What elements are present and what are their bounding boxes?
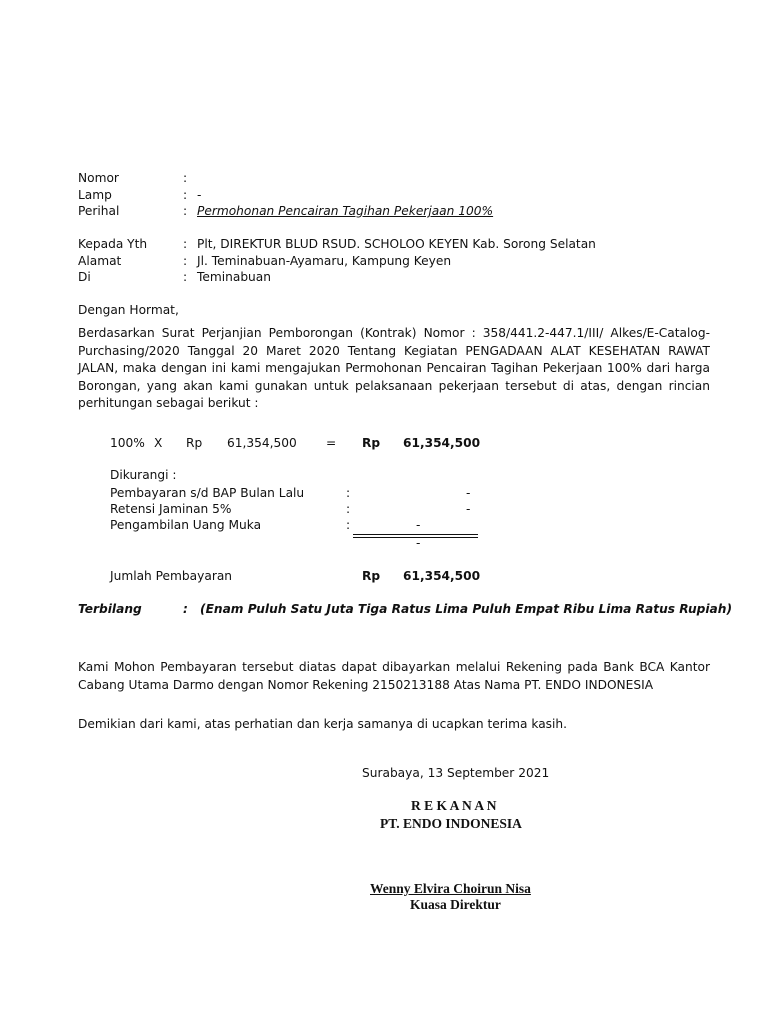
calc-base-amount: 61,354,500 <box>227 436 297 450</box>
terbilang-label: Terbilang <box>78 602 142 616</box>
alamat-value: Jl. Teminabuan-Ayamaru, Kampung Keyen <box>197 254 452 268</box>
deduction-separator: : <box>346 502 351 516</box>
lamp-separator: : <box>183 188 188 202</box>
di-separator: : <box>183 270 188 284</box>
deductions-total: - <box>416 536 421 550</box>
perihal-separator: : <box>183 204 188 218</box>
calc-equals: = <box>326 436 337 450</box>
alamat-separator: : <box>183 254 188 268</box>
deduction-label: Pengambilan Uang Muka <box>110 518 262 532</box>
kepada-label: Kepada Yth <box>78 237 148 251</box>
deduction-label: Pembayaran s/d BAP Bulan Lalu <box>110 486 305 500</box>
perihal-value: Permohonan Pencairan Tagihan Pekerjaan 100% <box>197 204 494 218</box>
deduction-label: Retensi Jaminan 5% <box>110 502 232 516</box>
calc-currency: Rp <box>186 436 203 450</box>
di-label: Di <box>78 270 91 284</box>
deduction-separator: : <box>346 486 351 500</box>
greeting: Dengan Hormat, <box>78 303 179 317</box>
total-currency: Rp <box>362 569 381 583</box>
closing-paragraph: Demikian dari kami, atas perhatian dan kerja samanya di ucapkan terima kasih. <box>78 717 568 731</box>
signature-name: Wenny Elvira Choirun Nisa <box>370 881 531 896</box>
kepada-value: Plt, DIREKTUR BLUD RSUD. SCHOLOO KEYEN Kab. Sorong Selatan <box>197 237 596 251</box>
deduction-value: - <box>466 502 471 516</box>
terbilang-separator: : <box>183 602 188 616</box>
deduction-value: - <box>466 486 471 500</box>
intro-paragraph: Berdasarkan Surat Perjanjian Pemborongan (Kontrak) Nomor : 358/441.2-447.1/III/ Alkes/E-Catalog-Purchasing/2020 Tanggal 20 Maret 2020 Tentang Kegiatan PENGADAAN ALAT KESEHATAN RAWAT JALAN, maka dengan ini kami mengajukan Permohonan Pencairan Tagihan Pekerjaan 100% dari harga Borongan, yang akan kami gunakan untuk pelaksanaan pekerjaan tersebut di atas, dengan rincian perhitungan sebagai berikut : <box>78 326 710 410</box>
signature-company: PT. ENDO INDONESIA <box>380 816 522 831</box>
calc-result-currency: Rp <box>362 436 381 450</box>
total-amount: 61,354,500 <box>403 569 481 583</box>
calc-result-amount: 61,354,500 <box>403 436 481 450</box>
place-date: Surabaya, 13 September 2021 <box>362 766 550 780</box>
payment-paragraph: Kami Mohon Pembayaran tersebut diatas dapat dibayarkan melalui Rekening pada Bank BCA Kantor Cabang Utama Darmo dengan Nomor Rekening 2150213188 Atas Nama PT. ENDO INDONESIA <box>78 660 710 692</box>
alamat-label: Alamat <box>78 254 122 268</box>
calc-percent: 100% <box>110 436 145 450</box>
nomor-label: Nomor <box>78 171 119 185</box>
deduction-separator: : <box>346 518 351 532</box>
calc-times: X <box>154 436 163 450</box>
deductions-title: Dikurangi : <box>110 468 177 482</box>
lamp-label: Lamp <box>78 188 112 202</box>
signature-title: Kuasa Direktur <box>410 897 501 912</box>
deduction-value: - <box>416 518 421 532</box>
total-label: Jumlah Pembayaran <box>110 569 233 583</box>
kepada-separator: : <box>183 237 188 251</box>
signature-role: R E K A N A N <box>411 798 497 813</box>
sum-double-underline-1 <box>353 534 478 535</box>
terbilang-value: (Enam Puluh Satu Juta Tiga Ratus Lima Puluh Empat Ribu Lima Ratus Rupiah) <box>200 602 733 616</box>
lamp-value: - <box>197 188 202 202</box>
di-value: Teminabuan <box>197 270 271 284</box>
perihal-label: Perihal <box>78 204 120 218</box>
nomor-separator: : <box>183 171 188 185</box>
